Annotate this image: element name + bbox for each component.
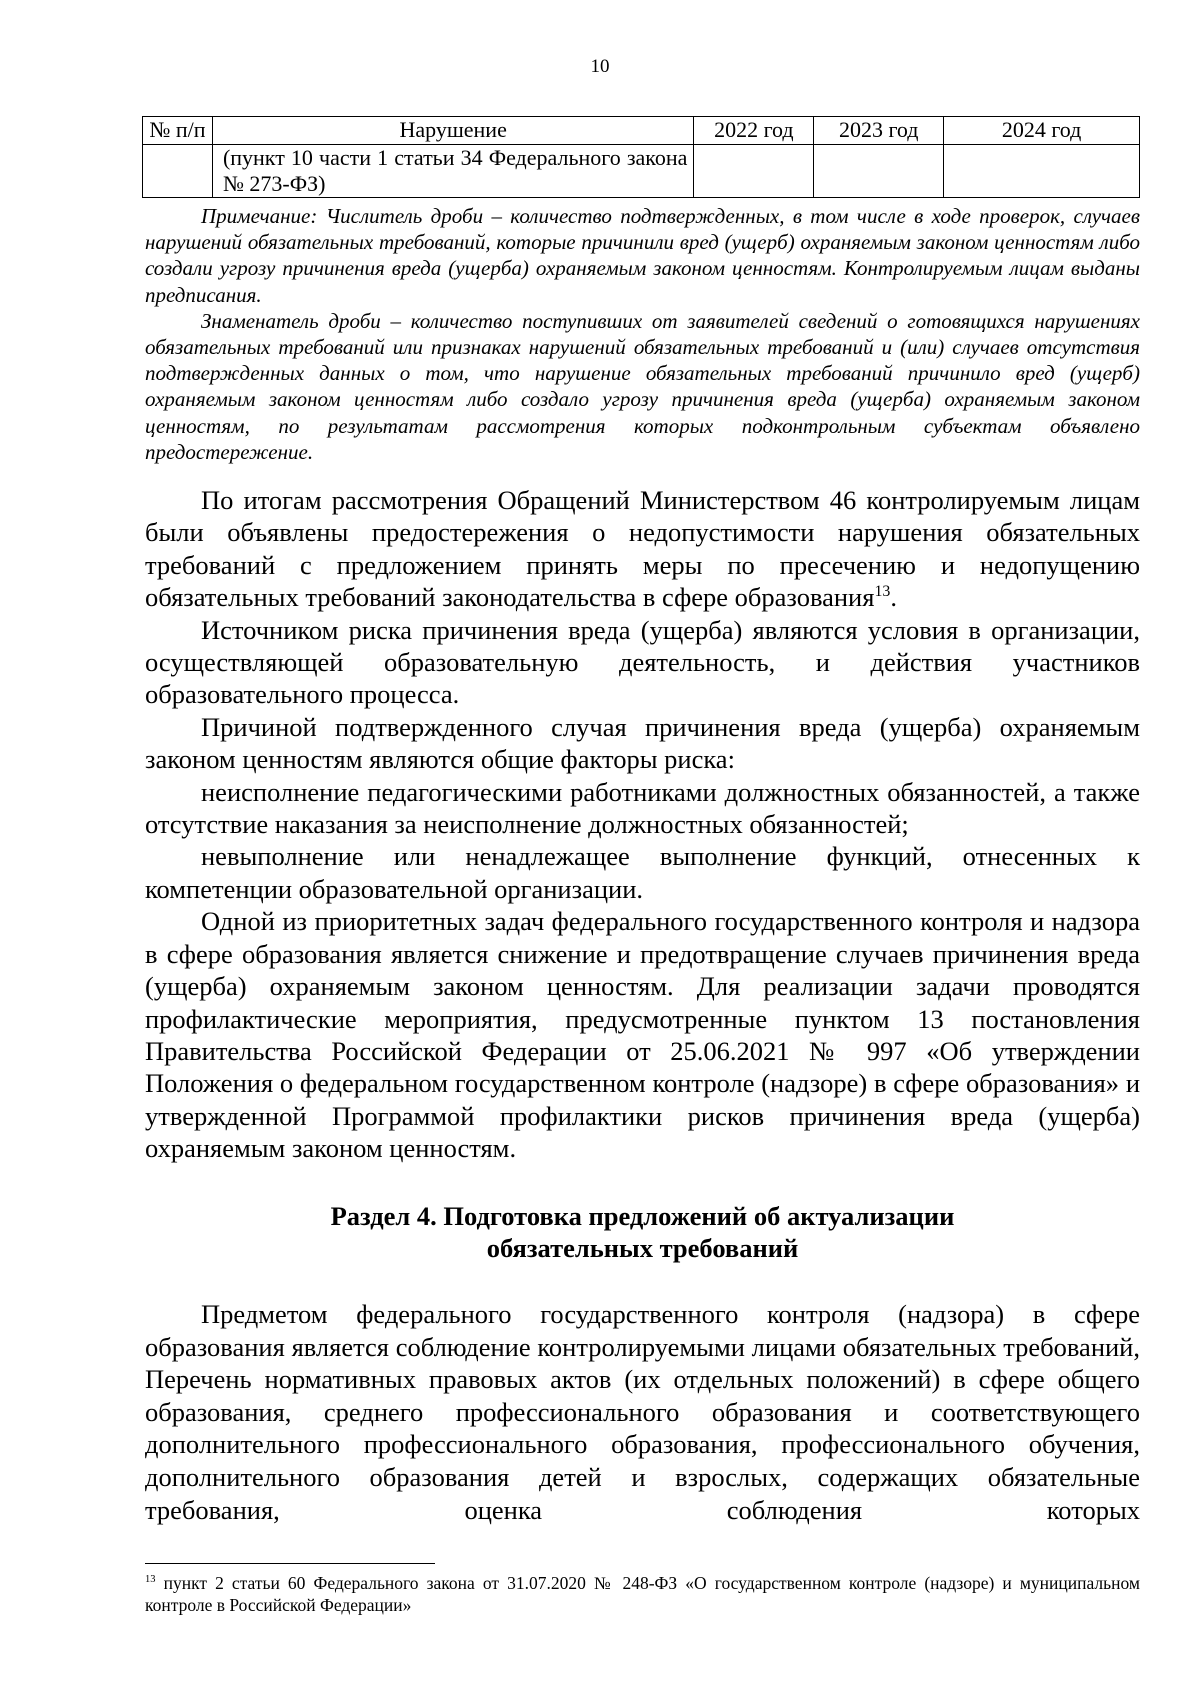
main-text [145, 484, 1140, 1165]
violations-table [142, 116, 1140, 198]
cell-num [143, 145, 213, 198]
cell-violation: (пункт 10 части 1 статьи 34 Федерального закона № 273-ФЗ) [212, 145, 693, 198]
cell-2022 [694, 145, 814, 198]
paragraph-warnings-text: По итогам рассмотрения Обращений Министерством 46 контролируемым лицам были объявлены предостережения о недопустимости нарушения обязательных требований с предложением принять меры по пресечению и недопущению обязательных требований законодательства в сфере образования [145, 485, 1140, 613]
cell-2023 [814, 145, 944, 198]
paragraph-risk-cause: Причиной подтвержденного случая причинения вреда (ущерба) охраняемым законом ценностям являются общие факторы риска: [145, 711, 1140, 775]
table-header-row [143, 117, 1140, 145]
header-num: № п/п [143, 117, 213, 145]
paragraph-risk-source: Источником риска причинения вреда (ущерба) являются условия в организации, осуществляющей образовательную деятельность, и действия участников образовательного процесса. [145, 614, 1140, 710]
footnote-text: пункт 2 статьи 60 Федерального закона от 31.07.2020 № 248-ФЗ «О государственном контроле (надзоре) и муниципальном контроле в Российской Федерации» [145, 1573, 1140, 1615]
header-2024: 2024 год [944, 117, 1140, 145]
footnote-separator [145, 1563, 435, 1564]
table-note [145, 203, 1140, 465]
footnote-number: 13 [145, 1574, 156, 1586]
cell-2024 [944, 145, 1140, 198]
note-numerator: Примечание: Числитель дроби – количество подтвержденных, в том числе в ходе проверок, случаев нарушений обязательных требований, которые причинили вред (ущерб) охраняемым законом ценностям либо создали угрозу причинения вреда (ущерба) охраняемым законом ценностям. Контролируемым лицам выданы предписания. [145, 204, 1140, 307]
section-4-title [145, 1200, 1140, 1264]
paragraph-warnings [145, 484, 1140, 614]
section-title-line-1: Раздел 4. Подготовка предложений об актуализации [330, 1201, 955, 1231]
paragraph-risk-factor-1: неисполнение педагогическими работниками должностных обязанностей, а также отсутствие наказания за неисполнение должностных обязанностей; [145, 776, 1140, 840]
footnote-ref-13[interactable]: 13 [874, 583, 891, 601]
note-denominator: Знаменатель дроби – количество поступивших от заявителей сведений о готовящихся нарушениях обязательных требований или признаках нарушений обязательных требований и (или) случаев отсутствия подтвержденных данных о том, что нарушение обязательных требований причинило вред (ущерб) охраняемым законом ценностям либо создало угрозу причинения вреда (ущерба) охраняемым законом ценностям, по результатам рассмотрения которых подконтрольным субъектам объявлено предостережение. [145, 308, 1140, 464]
paragraph-risk-factor-2: невыполнение или ненадлежащее выполнение функций, отнесенных к компетенции образовательной организации. [145, 841, 1140, 904]
header-2022: 2022 год [694, 117, 814, 145]
footnote-13 [145, 1572, 1140, 1616]
section-title-line-2: обязательных требований [486, 1233, 799, 1263]
table-row [143, 145, 1140, 198]
header-violation: Нарушение [212, 117, 693, 145]
header-2023: 2023 год [814, 117, 944, 145]
page-number: 10 [590, 56, 610, 77]
paragraph-warnings-end: . [890, 582, 897, 613]
paragraph-priority-tasks: Одной из приоритетных задач федерального государственного контроля и надзора в сфере образования является снижение и предотвращение случаев причинения вреда (ущерба) охраняемым законом ценностям. Для реализации задачи проводятся профилактические мероприятия, предусмотренные пунктом 13 постановления Правительства Российской Федерации от 25.06.2021 № 997 «Об утверждении Положения о федеральном государственном контроле (надзоре) в сфере образования» и утвержденной Программой профилактики рисков причинения вреда (ущерба) охраняемым законом ценностям. [145, 906, 1140, 1164]
section-4-text [145, 1298, 1140, 1526]
paragraph-subject: Предметом федерального государственного контроля (надзора) в сфере образования является соблюдение контролируемыми лицами обязательных требований, Перечень нормативных правовых актов (их отдельных положений) в сфере общего образования, среднего профессионального образования и соответствующего дополнительного профессионального образования, профессионального обучения, дополнительного образования детей и взрослых, содержащих обязательные требования, оценка соблюдения которых [145, 1299, 1140, 1525]
